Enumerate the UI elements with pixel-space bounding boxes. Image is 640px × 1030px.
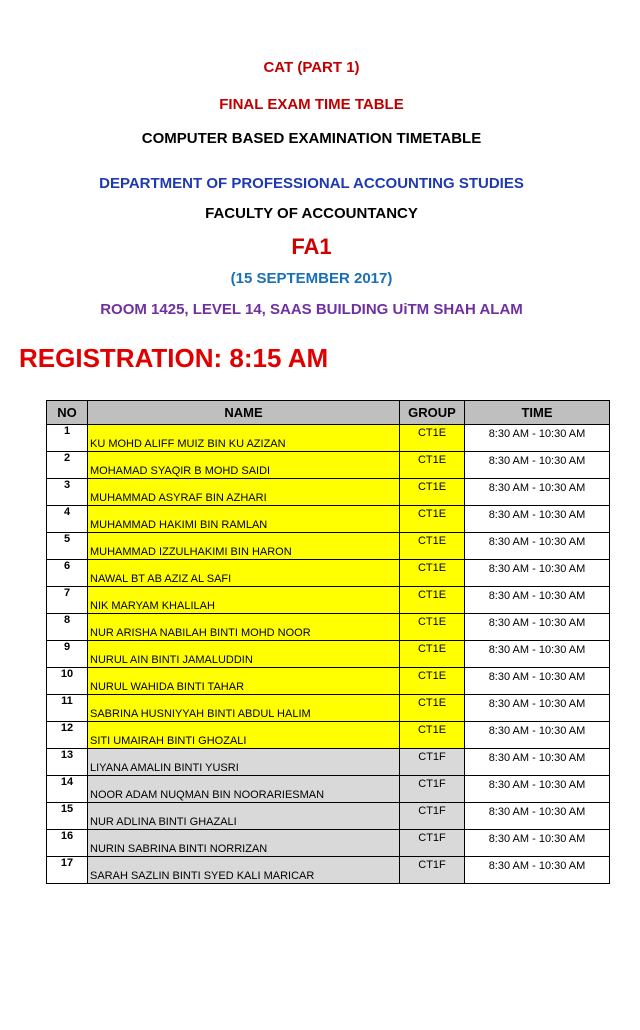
- student-name-cell: LIYANA AMALIN BINTI YUSRI: [88, 749, 400, 776]
- time-cell: 8:30 AM - 10:30 AM: [465, 641, 610, 668]
- table-row: [47, 641, 610, 668]
- student-name-cell: KU MOHD ALIFF MUIZ BIN KU AZIZAN: [88, 425, 400, 452]
- row-number-cell: 13: [47, 749, 88, 776]
- table-header-row: [47, 401, 610, 425]
- row-number-cell: 9: [47, 641, 88, 668]
- table-row: [47, 776, 610, 803]
- time-cell: 8:30 AM - 10:30 AM: [465, 560, 610, 587]
- time-cell: 8:30 AM - 10:30 AM: [465, 452, 610, 479]
- group-cell: CT1F: [400, 830, 465, 857]
- time-cell: 8:30 AM - 10:30 AM: [465, 506, 610, 533]
- group-cell: CT1E: [400, 722, 465, 749]
- group-cell: CT1E: [400, 452, 465, 479]
- row-number-cell: 2: [47, 452, 88, 479]
- row-number-cell: 6: [47, 560, 88, 587]
- group-cell: CT1F: [400, 803, 465, 830]
- student-name-cell: SABRINA HUSNIYYAH BINTI ABDUL HALIM: [88, 695, 400, 722]
- row-number-cell: 11: [47, 695, 88, 722]
- exam-date: (15 SEPTEMBER 2017): [230, 270, 393, 287]
- table-row: [47, 749, 610, 776]
- time-cell: 8:30 AM - 10:30 AM: [465, 614, 610, 641]
- column-header-group: GROUP: [400, 401, 465, 425]
- group-cell: CT1E: [400, 425, 465, 452]
- group-cell: CT1F: [400, 749, 465, 776]
- group-cell: CT1E: [400, 668, 465, 695]
- group-cell: CT1E: [400, 479, 465, 506]
- table-row: [47, 614, 610, 641]
- time-cell: 8:30 AM - 10:30 AM: [465, 587, 610, 614]
- group-cell: CT1E: [400, 587, 465, 614]
- group-cell: CT1E: [400, 560, 465, 587]
- student-timetable: [46, 400, 610, 884]
- group-cell: CT1F: [400, 776, 465, 803]
- table-row: [47, 560, 610, 587]
- table-row: [47, 533, 610, 560]
- row-number-cell: 8: [47, 614, 88, 641]
- table-row: [47, 722, 610, 749]
- time-cell: 8:30 AM - 10:30 AM: [465, 857, 610, 884]
- table-row: [47, 803, 610, 830]
- student-name-cell: NUR ARISHA NABILAH BINTI MOHD NOOR: [88, 614, 400, 641]
- row-number-cell: 15: [47, 803, 88, 830]
- table-row: [47, 668, 610, 695]
- exam-part-title: CAT (PART 1): [263, 59, 360, 76]
- table-row: [47, 830, 610, 857]
- row-number-cell: 4: [47, 506, 88, 533]
- exam-timetable-title: FINAL EXAM TIME TABLE: [219, 96, 404, 113]
- row-number-cell: 10: [47, 668, 88, 695]
- course-code: FA1: [291, 234, 332, 259]
- row-number-cell: 1: [47, 425, 88, 452]
- group-cell: CT1E: [400, 506, 465, 533]
- student-name-cell: NIK MARYAM KHALILAH: [88, 587, 400, 614]
- student-name-cell: MUHAMMAD IZZULHAKIMI BIN HARON: [88, 533, 400, 560]
- time-cell: 8:30 AM - 10:30 AM: [465, 668, 610, 695]
- time-cell: 8:30 AM - 10:30 AM: [465, 479, 610, 506]
- cbe-timetable-title: COMPUTER BASED EXAMINATION TIMETABLE: [141, 130, 482, 147]
- row-number-cell: 16: [47, 830, 88, 857]
- table-row: [47, 506, 610, 533]
- time-cell: 8:30 AM - 10:30 AM: [465, 533, 610, 560]
- table-row: [47, 452, 610, 479]
- group-cell: CT1E: [400, 614, 465, 641]
- column-header-no: NO: [47, 401, 88, 425]
- student-name-cell: NURUL WAHIDA BINTI TAHAR: [88, 668, 400, 695]
- student-name-cell: NOOR ADAM NUQMAN BIN NOORARIESMAN: [88, 776, 400, 803]
- time-cell: 8:30 AM - 10:30 AM: [465, 749, 610, 776]
- student-name-cell: SARAH SAZLIN BINTI SYED KALI MARICAR: [88, 857, 400, 884]
- group-cell: CT1E: [400, 695, 465, 722]
- time-cell: 8:30 AM - 10:30 AM: [465, 722, 610, 749]
- time-cell: 8:30 AM - 10:30 AM: [465, 803, 610, 830]
- row-number-cell: 3: [47, 479, 88, 506]
- student-name-cell: NURUL AIN BINTI JAMALUDDIN: [88, 641, 400, 668]
- table-row: [47, 479, 610, 506]
- faculty-name: FACULTY OF ACCOUNTANCY: [205, 205, 418, 222]
- column-header-name: NAME: [88, 401, 400, 425]
- row-number-cell: 5: [47, 533, 88, 560]
- exam-venue: ROOM 1425, LEVEL 14, SAAS BUILDING UiTM SHAH ALAM: [100, 301, 523, 318]
- group-cell: CT1F: [400, 857, 465, 884]
- column-header-time: TIME: [465, 401, 610, 425]
- student-name-cell: MOHAMAD SYAQIR B MOHD SAIDI: [88, 452, 400, 479]
- table-row: [47, 587, 610, 614]
- row-number-cell: 12: [47, 722, 88, 749]
- time-cell: 8:30 AM - 10:30 AM: [465, 776, 610, 803]
- group-cell: CT1E: [400, 641, 465, 668]
- student-name-cell: NURIN SABRINA BINTI NORRIZAN: [88, 830, 400, 857]
- student-name-cell: NAWAL BT AB AZIZ AL SAFI: [88, 560, 400, 587]
- row-number-cell: 14: [47, 776, 88, 803]
- time-cell: 8:30 AM - 10:30 AM: [465, 425, 610, 452]
- time-cell: 8:30 AM - 10:30 AM: [465, 695, 610, 722]
- table-row: [47, 695, 610, 722]
- time-cell: 8:30 AM - 10:30 AM: [465, 830, 610, 857]
- group-cell: CT1E: [400, 533, 465, 560]
- table-row: [47, 425, 610, 452]
- student-name-cell: MUHAMMAD ASYRAF BIN AZHARI: [88, 479, 400, 506]
- registration-time: REGISTRATION: 8:15 AM: [19, 343, 329, 373]
- student-name-cell: MUHAMMAD HAKIMI BIN RAMLAN: [88, 506, 400, 533]
- department-name: DEPARTMENT OF PROFESSIONAL ACCOUNTING STUDIES: [99, 175, 524, 192]
- student-name-cell: SITI UMAIRAH BINTI GHOZALI: [88, 722, 400, 749]
- row-number-cell: 7: [47, 587, 88, 614]
- row-number-cell: 17: [47, 857, 88, 884]
- table-row: [47, 857, 610, 884]
- student-name-cell: NUR ADLINA BINTI GHAZALI: [88, 803, 400, 830]
